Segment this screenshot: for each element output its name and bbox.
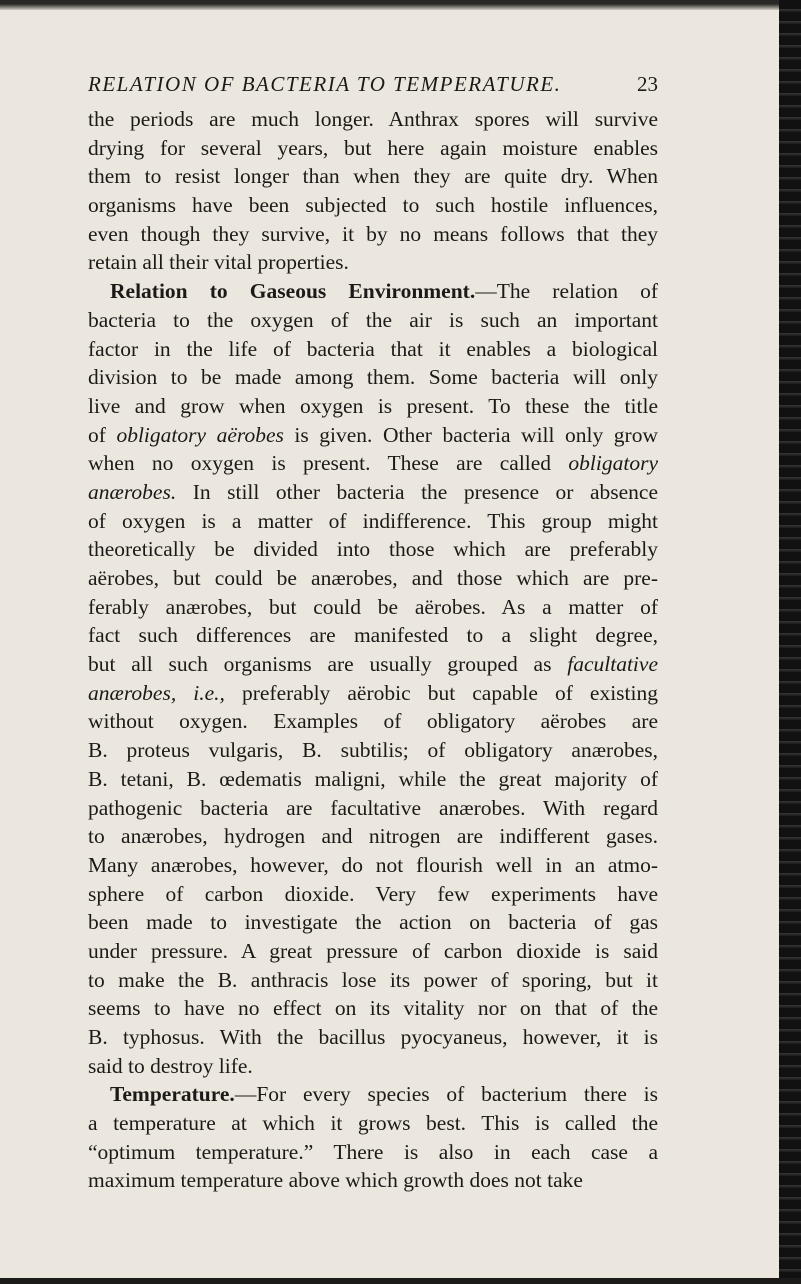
text-run: seems to have no effect on its vitality nor on that of the	[88, 996, 658, 1021]
text-line	[88, 335, 658, 364]
text-run: ferably anærobes, but could be aërobes. As a matter of	[88, 594, 658, 619]
section-heading: Relation to Gaseous Environment.	[110, 279, 476, 304]
text-run: them to resist longer than when they are quite dry. When	[88, 164, 658, 189]
text-run: In still other bacteria the presence or absence	[176, 479, 658, 504]
text-run: “optimum temperature.” There is also in each case a	[88, 1139, 658, 1164]
text-run: —The relation of	[475, 279, 658, 304]
text-run: is given. Other bacteria will only grow	[283, 422, 658, 447]
text-run: division to be made among them. Some bacteria will only	[88, 365, 658, 390]
text-run: a temperature at which it grows best. This is called the	[88, 1111, 658, 1136]
text-run: fact such differences are manifested to a slight degree,	[88, 623, 658, 648]
text-run: retain all their vital properties.	[88, 250, 349, 275]
text-line	[88, 535, 658, 564]
text-line	[88, 1109, 658, 1138]
text-line	[88, 449, 658, 478]
text-line	[88, 162, 658, 191]
text-run: pathogenic bacteria are facultative anærobes. With regard	[88, 795, 658, 820]
running-header	[88, 72, 658, 104]
text-line	[88, 1023, 658, 1052]
text-run: theoretically be divided into those which are preferably	[88, 537, 658, 562]
text-line	[88, 220, 658, 249]
text-run: but all such organisms are usually grouped as	[88, 652, 568, 677]
page-bottom-edge	[0, 1278, 801, 1284]
running-title: RELATION OF BACTERIA TO TEMPERATURE.	[88, 72, 562, 96]
text-run: to make the B. anthracis lose its power of sporing, but it	[88, 967, 658, 992]
text-run: of	[88, 422, 117, 447]
italic-term: obligatory aërobes	[116, 422, 284, 447]
text-line	[88, 248, 658, 277]
text-run: B. tetani, B. œdematis maligni, while the great majority of	[88, 766, 658, 791]
text-run: live and grow when oxygen is present. To these the title	[88, 393, 658, 418]
text-line	[88, 1080, 658, 1109]
text-line	[88, 908, 658, 937]
page-binding-edge	[779, 0, 801, 1284]
text-run: sphere of carbon dioxide. Very few experiments have	[88, 881, 658, 906]
page-top-edge	[0, 0, 801, 10]
text-line	[88, 593, 658, 622]
text-line	[88, 1166, 658, 1195]
text-line	[88, 765, 658, 794]
text-line	[88, 794, 658, 823]
text-run: B. typhosus. With the bacillus pyocyaneus, however, it is	[88, 1025, 658, 1049]
text-run: said to destroy life.	[88, 1053, 253, 1078]
text-line	[88, 564, 658, 593]
text-run: the periods are much longer. Anthrax spores will survive	[88, 107, 658, 131]
text-line	[88, 191, 658, 220]
text-line	[88, 994, 658, 1023]
text-run: preferably aërobic but capable of existing	[224, 680, 658, 705]
text-run: under pressure. A great pressure of carbon dioxide is said	[88, 938, 658, 963]
text-run: to anærobes, hydrogen and nitrogen are indifferent gases.	[88, 824, 658, 849]
text-line	[88, 650, 658, 679]
text-line	[88, 392, 658, 421]
text-line	[88, 105, 658, 134]
text-run: organisms have been subjected to such hostile influences,	[88, 193, 658, 218]
text-run: even though they survive, it by no means follows that they	[88, 221, 658, 246]
text-run: been made to investigate the action on bacteria of gas	[88, 910, 658, 935]
italic-term: anærobes, i.e.,	[88, 680, 225, 705]
text-run: drying for several years, but here again moisture enables	[88, 135, 658, 160]
page-number: 23	[637, 72, 658, 96]
text-run: —For every species of bacterium there is	[234, 1082, 658, 1107]
text-line	[88, 421, 658, 450]
text-line	[88, 880, 658, 909]
text-line	[88, 937, 658, 966]
text-run: aërobes, but could be anærobes, and those which are pre-	[88, 566, 658, 590]
text-line	[88, 679, 658, 708]
text-line	[88, 277, 658, 306]
text-line	[88, 1138, 658, 1167]
text-line	[88, 966, 658, 995]
text-line	[88, 306, 658, 335]
text-line	[88, 736, 658, 765]
text-line	[88, 851, 658, 880]
italic-term: anærobes.	[88, 479, 177, 504]
italic-term: facultative	[567, 652, 658, 677]
text-run: factor in the life of bacteria that it enables a biological	[88, 336, 658, 361]
text-line	[88, 478, 658, 507]
text-line	[88, 134, 658, 163]
text-line	[88, 822, 658, 851]
text-line	[88, 621, 658, 650]
text-line	[88, 1052, 658, 1081]
text-run: of oxygen is a matter of indifference. This group might	[88, 508, 658, 533]
text-run: Many anærobes, however, do not flourish well in an atmo-	[88, 852, 658, 877]
text-line	[88, 363, 658, 392]
body-text	[88, 105, 658, 1195]
text-run: maximum temperature above which growth does not take	[88, 1168, 583, 1193]
text-run: without oxygen. Examples of obligatory aërobes are	[88, 709, 658, 734]
section-heading: Temperature.	[110, 1082, 235, 1107]
text-run: when no oxygen is present. These are called	[88, 451, 569, 476]
italic-term: obligatory	[568, 451, 658, 476]
text-run: bacteria to the oxygen of the air is such an important	[88, 307, 658, 332]
text-line	[88, 507, 658, 536]
text-line	[88, 707, 658, 736]
text-run: B. proteus vulgaris, B. subtilis; of obligatory anærobes,	[88, 738, 658, 763]
